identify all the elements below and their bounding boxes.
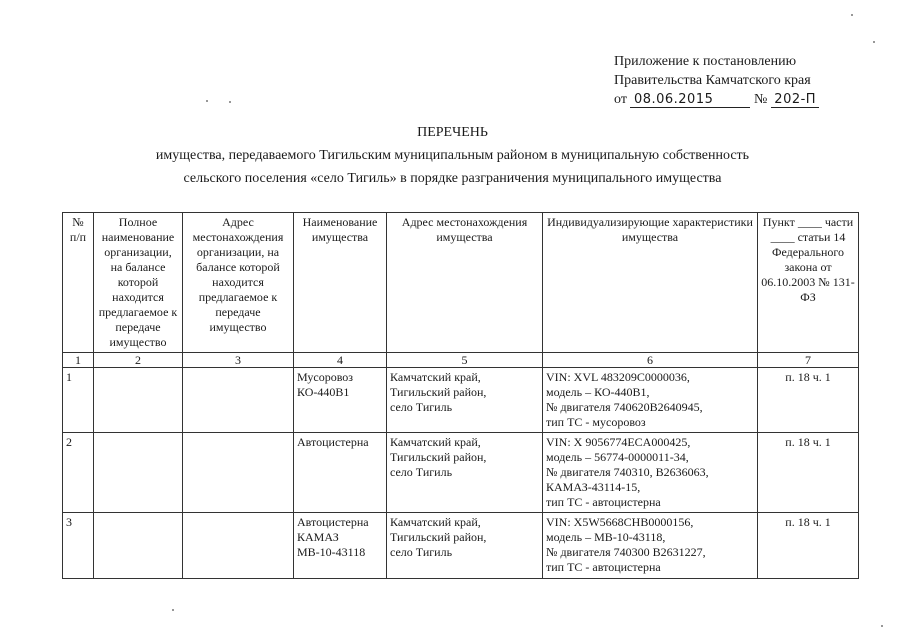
date-field (630, 93, 750, 108)
document-subtitle-2: сельского поселения «село Тигиль» в порядке разграничения муниципального имущества (183, 171, 722, 186)
column-number: 2 (94, 353, 183, 368)
detail-line: тип ТС - автоцистерна (546, 495, 661, 509)
resolution-date: 08.06.2015 (633, 92, 714, 107)
cell-org (94, 433, 183, 513)
scan-speck (881, 625, 883, 627)
name-line: Автоцистерна (297, 435, 369, 449)
detail-line: модель – МВ-10-43118, (546, 530, 666, 544)
cell-characteristics (543, 513, 758, 579)
column-number-row (63, 353, 859, 368)
address-line: Камчатский край, (390, 435, 481, 449)
cell-org-address (183, 433, 294, 513)
scan-speck (873, 41, 875, 43)
appendix-line-2: Правительства Камчатского края (614, 73, 811, 88)
detail-line: КАМАЗ-43114-15, (546, 480, 641, 494)
detail-line: модель – 56774-0000011-34, (546, 450, 689, 464)
detail-line: № двигателя 740620В2640945, (546, 400, 703, 414)
detail-line: модель – КО-440В1, (546, 385, 650, 399)
table-header-row (63, 213, 859, 353)
cell-law-clause: п. 18 ч. 1 (758, 513, 859, 579)
address-line: Камчатский край, (390, 515, 481, 529)
detail-line: VIN: XVL 483209C0000036, (546, 370, 690, 384)
from-label: от (614, 92, 627, 107)
header-law-clause: Пункт ____ части ____ статьи 14 Федерального закона от 06.10.2003 № 131-ФЗ (758, 213, 859, 353)
detail-line: тип ТС - мусоровоз (546, 415, 646, 429)
name-line: Мусоровоз (297, 370, 354, 384)
table-row (63, 368, 859, 433)
document-subtitle-1: имущества, передаваемого Тигильским муниципальным районом в муниципальную собственность (155, 148, 750, 163)
table-row (63, 433, 859, 513)
cell-org-address (183, 513, 294, 579)
cell-org (94, 513, 183, 579)
table-row (63, 513, 859, 579)
cell-law-clause: п. 18 ч. 1 (758, 433, 859, 513)
detail-line: VIN: X 9056774ECA000425, (546, 435, 691, 449)
cell-property-name (294, 368, 387, 433)
address-line: Камчатский край, (390, 370, 481, 384)
cell-property-name (294, 513, 387, 579)
detail-line: VIN: X5W5668CHB0000156, (546, 515, 694, 529)
column-number: 4 (294, 353, 387, 368)
detail-line: № двигателя 740300 В2631227, (546, 545, 706, 559)
cell-property-address (387, 433, 543, 513)
address-line: Тигильский район, (390, 450, 487, 464)
cell-num: 2 (63, 433, 94, 513)
document-heading: ПЕРЕЧЕНЬ (417, 125, 488, 140)
address-line: Тигильский район, (390, 530, 487, 544)
appendix-date-line (614, 90, 819, 109)
cell-characteristics (543, 433, 758, 513)
cell-property-address (387, 513, 543, 579)
address-line: Тигильский район, (390, 385, 487, 399)
scan-speck (172, 609, 174, 611)
detail-line: тип ТС - автоцистерна (546, 560, 661, 574)
address-line: село Тигиль (390, 400, 453, 414)
column-number: 5 (387, 353, 543, 368)
number-field (771, 93, 819, 108)
cell-org (94, 368, 183, 433)
resolution-number: 202-П (774, 92, 817, 107)
scan-speck (206, 100, 208, 102)
column-number: 3 (183, 353, 294, 368)
property-table (62, 212, 859, 579)
cell-characteristics (543, 368, 758, 433)
header-property-address: Адрес местонахождения имущества (387, 213, 543, 353)
detail-line: № двигателя 740310, В2636063, (546, 465, 709, 479)
column-number: 1 (63, 353, 94, 368)
name-line: КО-440В1 (297, 385, 350, 399)
cell-property-address (387, 368, 543, 433)
column-number: 7 (758, 353, 859, 368)
appendix-line-1: Приложение к постановлению (614, 54, 797, 69)
cell-num: 1 (63, 368, 94, 433)
cell-org-address (183, 368, 294, 433)
scan-speck (229, 101, 231, 103)
number-label: № (753, 92, 768, 107)
cell-law-clause: п. 18 ч. 1 (758, 368, 859, 433)
header-property-name: Наименование имущества (294, 213, 387, 353)
header-org-address: Адрес местонахождения организации, на балансе которой находится предлагаемое к передаче имущество (183, 213, 294, 353)
name-line: КАМАЗ (297, 530, 339, 544)
scan-speck (851, 14, 853, 16)
name-line: МВ-10-43118 (297, 545, 366, 559)
header-characteristics: Индивидуализирующие характеристики имущества (543, 213, 758, 353)
appendix-block (614, 52, 819, 109)
header-num: № п/п (63, 213, 94, 353)
name-line: Автоцистерна (297, 515, 369, 529)
address-line: село Тигиль (390, 545, 453, 559)
header-org-name: Полное наименование организации, на балансе которой находится предлагаемое к передаче имущество (94, 213, 183, 353)
cell-property-name (294, 433, 387, 513)
address-line: село Тигиль (390, 465, 453, 479)
column-number: 6 (543, 353, 758, 368)
cell-num: 3 (63, 513, 94, 579)
